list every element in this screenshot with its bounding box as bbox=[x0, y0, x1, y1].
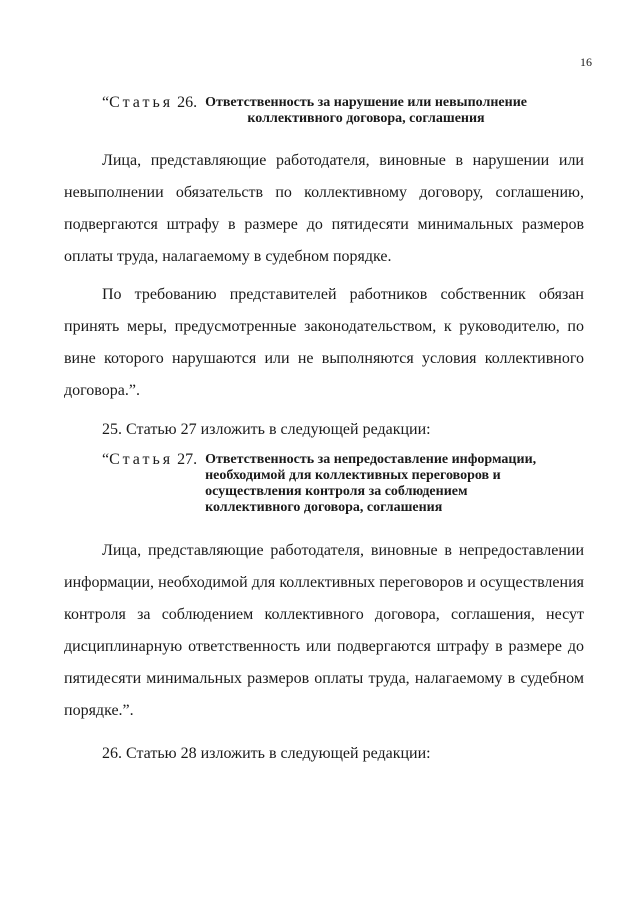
article-27-title-line-1: Ответственность за непредоставление информации, bbox=[205, 452, 537, 467]
article-number: 26. bbox=[177, 94, 198, 111]
article-word: Статья bbox=[109, 94, 174, 111]
article-26-prefix bbox=[102, 95, 197, 111]
paragraph-3-line-1: Лица, представляющие работодателя, виновные в непредоставлении bbox=[102, 542, 584, 559]
paragraph-2-line-3: вине которого нарушаются или не выполняются условия коллективного bbox=[64, 350, 584, 367]
article-word: Статья bbox=[109, 451, 174, 468]
page-number: 16 bbox=[580, 55, 592, 69]
open-quote: “ bbox=[102, 451, 110, 468]
paragraph-3-line-2: информации, необходимой для коллективных переговоров и осуществления bbox=[64, 574, 584, 591]
paragraph-2-line-1: По требованию представителей работников собственник обязан bbox=[102, 286, 584, 303]
article-26-title bbox=[205, 95, 527, 127]
paragraph-2-line-4: договора.”. bbox=[64, 382, 140, 399]
paragraph-1-line-3: подвергаются штрафу в размере до пятидесяти минимальных размеров bbox=[64, 216, 584, 233]
article-26-title-line-2: коллективного договора, соглашения bbox=[247, 111, 485, 126]
paragraph-1-line-4: оплаты труда, налагаемому в судебном порядке. bbox=[64, 248, 392, 265]
article-27-heading bbox=[102, 452, 582, 516]
article-number: 27. bbox=[177, 451, 198, 468]
item-25: 25. Статью 27 изложить в следующей редакции: bbox=[102, 421, 431, 438]
paragraph-3-line-3: контроля за соблюдением коллективного договора, соглашения, несут bbox=[64, 606, 584, 623]
paragraph-2 bbox=[64, 279, 584, 407]
article-27-title-line-4: коллективного договора, соглашения bbox=[205, 500, 443, 515]
article-27-title-line-2: необходимой для коллективных переговоров и bbox=[205, 468, 501, 483]
open-quote: “ bbox=[102, 94, 110, 111]
article-26-title-line-1: Ответственность за нарушение или невыполнение bbox=[205, 95, 527, 110]
article-27-title bbox=[205, 452, 536, 516]
item-26: 26. Статью 28 изложить в следующей редакции: bbox=[102, 745, 431, 762]
paragraph-2-line-2: принять меры, предусмотренные законодательством, к руководителю, по bbox=[64, 318, 584, 335]
paragraph-3 bbox=[64, 535, 584, 727]
article-27-prefix bbox=[102, 452, 197, 468]
article-27-title-line-3: осуществления контроля за соблюдением bbox=[205, 484, 468, 499]
paragraph-1-line-2: невыполнении обязательств по коллективному договору, соглашению, bbox=[64, 184, 584, 201]
paragraph-3-line-5: пятидесяти минимальных размеров оплаты труда, налагаемому в судебном bbox=[64, 670, 584, 687]
paragraph-3-line-6: порядке.”. bbox=[64, 702, 134, 719]
paragraph-1-line-1: Лица, представляющие работодателя, виновные в нарушении или bbox=[102, 152, 584, 169]
paragraph-1 bbox=[64, 145, 584, 273]
paragraph-3-line-4: дисциплинарную ответственность или подвергаются штрафу в размере до bbox=[64, 638, 584, 655]
article-26-heading bbox=[102, 95, 582, 127]
